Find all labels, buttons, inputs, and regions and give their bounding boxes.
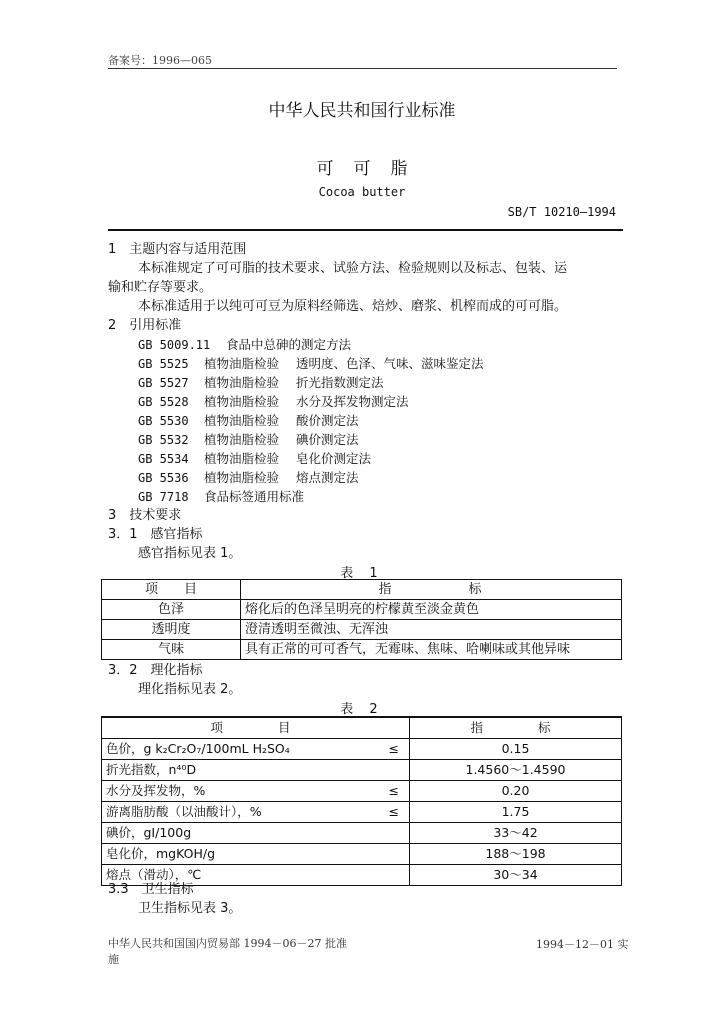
table-cell-item: 折光指数，n⁴⁰D: [102, 760, 336, 781]
reference-item: [108, 468, 623, 487]
reference-name: 折光指数测定法: [296, 375, 384, 390]
reference-category: 植物油脂检验: [204, 375, 280, 390]
table-1-caption: 表 1: [340, 566, 384, 581]
reference-name: 酸价测定法: [296, 413, 359, 428]
table-cell-value: 33～42: [410, 823, 622, 844]
section-3-2: [108, 661, 623, 699]
section-3-3: [108, 880, 623, 918]
paragraph-line: 本标准规定了可可脂的技术要求、试验方法、检验规则以及标志、包装、运: [138, 261, 568, 276]
table-header-item: 项 目: [102, 580, 241, 600]
reference-name: 食品标签通用标准: [204, 489, 305, 504]
record-number: 备案号：1996—065: [108, 54, 212, 67]
reference-category: 植物油脂检验: [204, 432, 280, 447]
table-cell-item: 透明度: [102, 620, 241, 640]
paragraph-line: 本标准适用于以纯可可豆为原料经筛选、焙炒、磨浆、机榨而成的可可脂。: [138, 299, 568, 314]
reference-code: GB 5532: [138, 433, 189, 447]
table-cell-value: 1.75: [410, 802, 622, 823]
table-cell-item: 色泽: [102, 600, 241, 620]
table-cell-symbol: [335, 823, 410, 844]
table-cell-symbol: [335, 760, 410, 781]
table-header-value: 指 标: [410, 717, 622, 739]
standard-organization: 中华人民共和国行业标准: [268, 101, 456, 121]
table-cell-item: 皂化价，mgKOH/g: [102, 844, 336, 865]
table-row: [102, 802, 622, 823]
reference-item: [108, 354, 623, 373]
paragraph-line: 输和贮存等要求。: [108, 280, 213, 295]
implementation-date: 1994－12－01 实: [536, 938, 629, 951]
table-cell-value: 具有正常的可可香气，无霉味、焦味、哈喇味或其他异味: [241, 640, 622, 660]
table-cell-value: 188～198: [410, 844, 622, 865]
table-cell-item: 游离脂肪酸（以油酸计），%: [102, 802, 336, 823]
approval-note: [108, 936, 358, 968]
reference-category: 植物油脂检验: [204, 394, 280, 409]
table-cell-value: 1.4560～1.4590: [410, 760, 622, 781]
approval-text: 中华人民共和国国内贸易部 1994－06－27 批准: [108, 937, 347, 950]
reference-item: [108, 430, 623, 449]
table-cell-item: 气味: [102, 640, 241, 660]
reference-category: 植物油脂检验: [204, 470, 280, 485]
page-title: 可可脂: [316, 159, 428, 179]
section-3-3-text: 卫生指标见表 3。: [138, 901, 242, 916]
section-3-2-heading: 3．2 理化指标: [108, 663, 203, 678]
reference-name: 食品中总砷的测定方法: [226, 337, 352, 352]
table-cell-item: 色价，g k₂Cr₂O₇/100mL H₂SO₄: [102, 739, 336, 760]
reference-item: [108, 487, 623, 506]
reference-category: 植物油脂检验: [204, 413, 280, 428]
reference-category: 植物油脂检验: [204, 356, 280, 371]
reference-name: 透明度、色泽、气味、滋味鉴定法: [296, 356, 484, 371]
table-2-caption: 表 2: [340, 702, 384, 717]
table-row: [102, 620, 622, 640]
table-cell-value: 熔化后的色泽呈明亮的柠檬黄至淡金黄色: [241, 600, 622, 620]
reference-code: GB 5525: [138, 357, 189, 371]
sensory-table: [101, 579, 622, 660]
document-body: [108, 240, 623, 563]
title-divider: [108, 229, 623, 231]
standard-number: SB/T 10210—1994: [507, 205, 616, 219]
section-3-heading: 3 技术要求: [108, 508, 182, 523]
header-divider: [108, 68, 617, 69]
reference-name: 熔点测定法: [296, 470, 359, 485]
table-cell-value: 0.15: [410, 739, 622, 760]
reference-item: [108, 373, 623, 392]
reference-code: GB 5534: [138, 452, 189, 466]
table-cell-symbol: [335, 844, 410, 865]
reference-name: 碘价测定法: [296, 432, 359, 447]
table-cell-value: 30～34: [410, 865, 622, 886]
section-1-heading: 1 主题内容与适用范围: [108, 242, 247, 257]
reference-code: GB 5530: [138, 414, 189, 428]
table-cell-symbol: ≤: [335, 781, 410, 802]
section-3-1-text: 感官指标见表 1。: [138, 546, 242, 561]
reference-item: [108, 411, 623, 430]
table-cell-item: 碘价，gI/100g: [102, 823, 336, 844]
table-row: [102, 760, 622, 781]
reference-code: GB 5527: [138, 376, 189, 390]
section-2-heading: 2 引用标准: [108, 318, 182, 333]
table-cell-symbol: ≤: [335, 739, 410, 760]
reference-name: 水分及挥发物测定法: [296, 394, 409, 409]
table-row: [102, 600, 622, 620]
reference-item: [108, 392, 623, 411]
table-header-item: 项 目: [102, 717, 410, 739]
table-cell-item: 水分及挥发物，%: [102, 781, 336, 802]
table-row: [102, 739, 622, 760]
english-title: Cocoa butter: [318, 185, 406, 199]
table-header-row: [102, 580, 622, 600]
reference-name: 皂化价测定法: [296, 451, 372, 466]
table-row: [102, 640, 622, 660]
reference-item: [108, 335, 623, 354]
table-cell-value: 澄清透明至微浊、无浑浊: [241, 620, 622, 640]
table-row: [102, 844, 622, 865]
reference-list: [108, 335, 623, 506]
table-header-value: 指 标: [241, 580, 622, 600]
reference-code: GB 5536: [138, 471, 189, 485]
reference-code: GB 5009.11: [138, 338, 211, 352]
table-cell-item: 熔点（滑动），℃: [102, 865, 336, 886]
section-3-2-text: 理化指标见表 2。: [138, 682, 242, 697]
table-cell-value: 0.20: [410, 781, 622, 802]
table-header-row: [102, 717, 622, 739]
section-3-3-heading: 3.3 卫生指标: [108, 882, 194, 897]
section-3-1-heading: 3．1 感官指标: [108, 527, 203, 542]
table-row: [102, 823, 622, 844]
reference-item: [108, 449, 623, 468]
physicochemical-table: [101, 716, 622, 886]
reference-code: GB 7718: [138, 490, 189, 504]
table-row: [102, 781, 622, 802]
table-cell-symbol: ≤: [335, 802, 410, 823]
approval-text-tail: 施: [108, 953, 119, 966]
reference-category: 植物油脂检验: [204, 451, 280, 466]
reference-code: GB 5528: [138, 395, 189, 409]
